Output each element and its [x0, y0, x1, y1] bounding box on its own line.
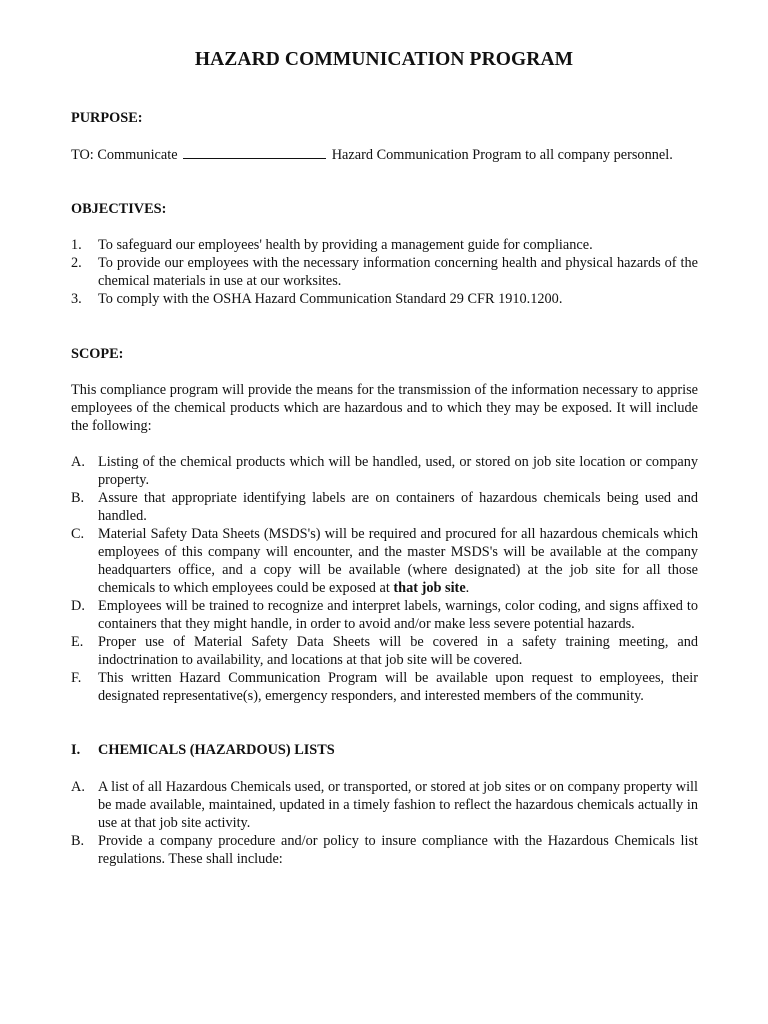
purpose-line-before: TO: Communicate: [71, 147, 178, 163]
list-item-text: To safeguard our employees' health by providing a management guide for compliance.: [98, 237, 593, 253]
list-marker: 3.: [71, 291, 82, 307]
list-item-text: To provide our employees with the necessary information concerning health and physical hazards of the chemical materials in use at our worksites.: [98, 255, 698, 289]
purpose-heading: PURPOSE:: [71, 110, 143, 126]
list-item-text: Proper use of Material Safety Data Sheets will be covered in a safety training meeting, and indoctrination to availability, and locations at that job site will be covered.: [98, 634, 698, 668]
list-item-text: A list of all Hazardous Chemicals used, or transported, or stored at job sites or on company property will be made available, maintained, updated in a timely fashion to reflect the hazardous chemicals actually in use at that job site activity.: [98, 779, 698, 831]
list-marker: 1.: [71, 237, 82, 253]
scope-item: [71, 489, 698, 525]
list-item-text: Employees will be trained to recognize and interpret labels, warnings, color coding, and signs affixed to containers that they might handle, in order to avoid and/or make less severe potential hazards.: [98, 598, 698, 632]
section-title: CHEMICALS (HAZARDOUS) LISTS: [98, 742, 335, 758]
objective-item: [71, 254, 698, 290]
list-item-text: Provide a company procedure and/or policy to insure compliance with the Hazardous Chemicals list regulations. These shall include:: [98, 833, 698, 867]
list-marker: E.: [71, 634, 84, 650]
purpose-line-after: Hazard Communication Program to all company personnel.: [331, 147, 673, 163]
scope-item: [71, 453, 698, 489]
list-marker: D.: [71, 598, 85, 614]
list-item-text: This written Hazard Communication Program will be available upon request to employees, their designated representative(s), emergency responders, and interested members of the community.: [98, 670, 698, 704]
purpose-line: [71, 146, 673, 164]
objective-item: [71, 236, 698, 254]
list-marker: 2.: [71, 255, 82, 271]
section-marker: I.: [71, 742, 81, 758]
section-heading: [71, 742, 335, 759]
list-item-text: Listing of the chemical products which will be handled, used, or stored on job site location or company property.: [98, 454, 698, 488]
scope-item: [71, 669, 698, 705]
list-item-text: Assure that appropriate identifying labels are on containers of hazardous chemicals being used and handled.: [98, 490, 698, 524]
scope-item: [71, 633, 698, 669]
list-marker: F.: [71, 670, 82, 686]
scope-item: [71, 597, 698, 633]
company-name-blank: [183, 146, 326, 159]
list-item-text-main: Material Safety Data Sheets (MSDS's) will be required and procured for all hazardous chemicals which employees of this company will encounter, and the master MSDS's will be available at the company headquarters office, and a copy will be available (where designated) at the job site for all those chemicals to which employees could be exposed at: [98, 526, 698, 596]
document-title: HAZARD COMMUNICATION PROGRAM: [194, 49, 574, 70]
list-marker: C.: [71, 526, 85, 542]
chemicals-list-item: [71, 778, 698, 832]
list-marker: B.: [71, 490, 85, 506]
scope-intro: This compliance program will provide the means for the transmission of the information necessary to apprise employees of the chemical products which are hazardous and to which they may be exposed. It will include the following:: [71, 382, 698, 434]
list-item-text: [98, 525, 698, 597]
objectives-heading: OBJECTIVES:: [71, 201, 167, 217]
list-item-tail: .: [465, 580, 470, 596]
list-item-text: To comply with the OSHA Hazard Communication Standard 29 CFR 1910.1200.: [98, 291, 563, 307]
list-marker: A.: [71, 454, 85, 470]
list-marker: A.: [71, 779, 85, 795]
objective-item: [71, 290, 698, 308]
scope-item: [71, 525, 698, 597]
chemicals-list-item: [71, 832, 698, 868]
scope-heading: SCOPE:: [71, 346, 124, 362]
list-marker: B.: [71, 833, 85, 849]
list-item-emphasis: that job site: [393, 580, 466, 596]
